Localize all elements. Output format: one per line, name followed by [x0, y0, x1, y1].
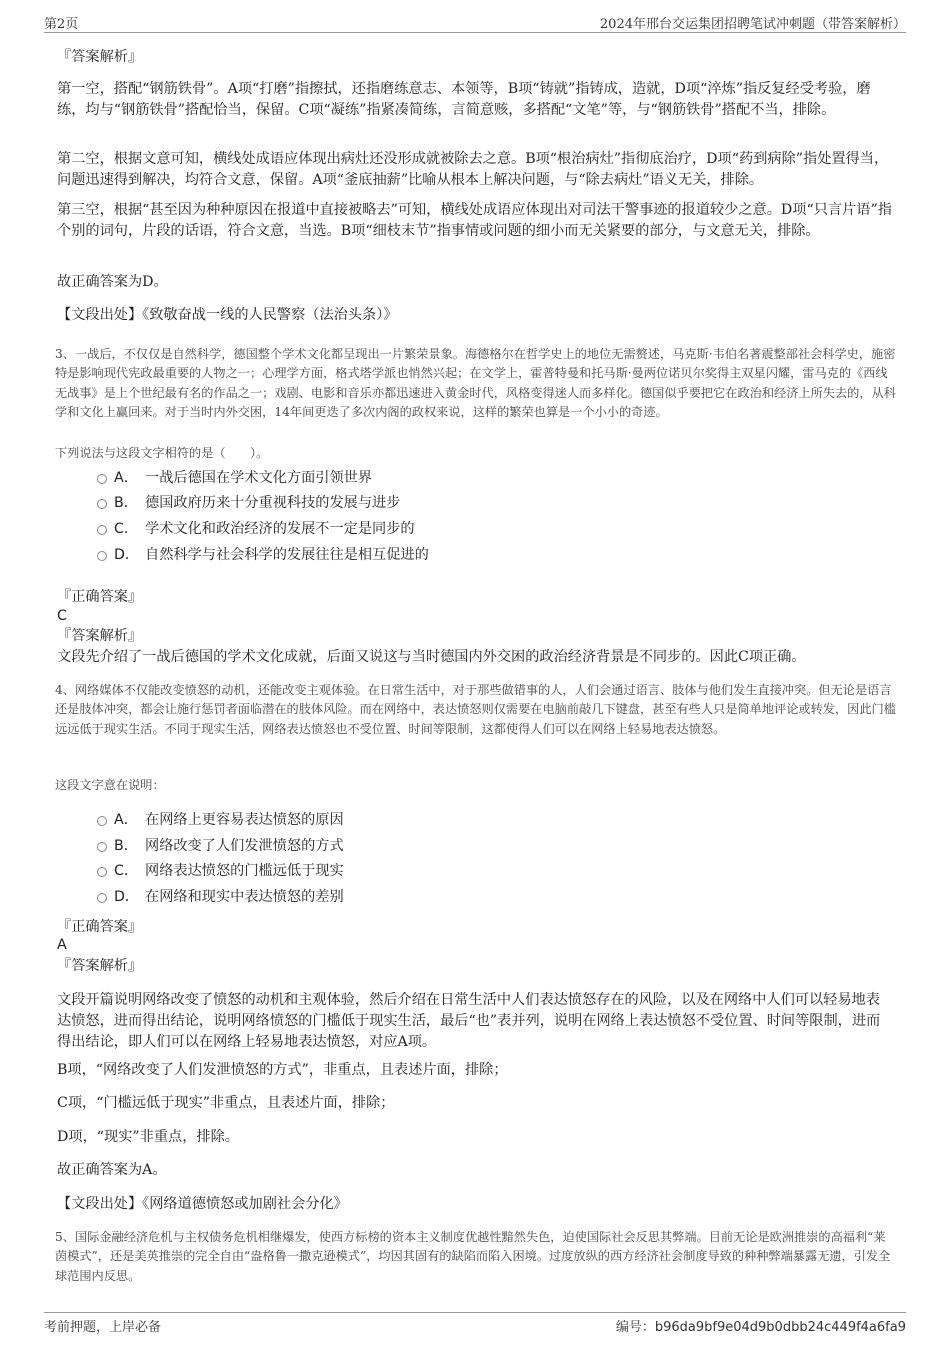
question-passage: 4、网络媒体不仅能改变愤怒的动机，还能改变主观体验。在日常生活中，对于那些做错事的人，人们会通过语言、肢体与他们发生直接冲突。但无论是语言还是肢体冲突，都会让施行惩罚者面临潜在的肢体风险。而在网络中，表达愤怒则仅需要在电脑前敲几下键盘，甚至有些人只是简单地评论或转发，因此门槛远远低于现实生活。不同于现实生活，网络表达愤怒也不受位置、时间等限制，这都使得人们可以在网络上轻易地表达愤怒。: [55, 683, 896, 736]
radio-icon[interactable]: [97, 816, 107, 826]
analysis-paragraph: C项，“门槛远低于现实”非重点，且表述片面，排除；: [57, 1095, 395, 1111]
radio-icon[interactable]: [97, 551, 107, 561]
page-number: 第2页: [44, 17, 79, 32]
option-letter: A．: [114, 812, 138, 828]
option-letter: B．: [114, 838, 138, 854]
analysis-paragraph: 文段先介绍了一战后德国的学术文化成就，后面又说这与当时德国内外交困的政治经济背景是不同步的。因此C项正确。: [57, 649, 806, 665]
option-text: 在网络上更容易表达愤怒的原因: [145, 812, 344, 828]
option-text: 一战后德国在学术文化方面引领世界: [145, 470, 373, 486]
analysis-paragraph: 第三空，根据“甚至因为种种原因在报道中直接被略去”可知，横线处成语应体现出对司法干警事迹的报道较少之意。D项“只言片语”指个别的词句，片段的话语，符合文意，当选。B项“细枝末节”指事情或问题的细小而无关紧要的部分，与文意无关，排除。: [57, 202, 892, 239]
radio-icon[interactable]: [97, 842, 107, 852]
analysis-paragraph: D项，“现实”非重点，排除。: [57, 1129, 239, 1145]
option-text: 自然科学与社会科学的发展往往是相互促进的: [145, 547, 429, 563]
conclusion: 故正确答案为D。: [57, 274, 168, 290]
page-footer: [44, 1312, 906, 1337]
question-prompt: 这段文字意在说明：: [55, 778, 165, 792]
correct-answer: C: [57, 608, 67, 624]
option-letter: B．: [114, 495, 138, 511]
radio-icon[interactable]: [97, 525, 107, 535]
source-citation: 【文段出处】《网络道德愤怒或加剧社会分化》: [57, 1196, 348, 1212]
option-letter: D．: [114, 547, 140, 563]
question-passage: 3、一战后，不仅仅是自然科学，德国整个学术文化都呈现出一片繁荣景象。海德格尔在哲学史上的地位无需赘述，马克斯·韦伯名著震整部社会科学史，施密特是影响现代宪政最重要的人物之一；心理学方面，格式塔学派也悄然兴起；在文学上，霍普特曼和托马斯·曼两位诺贝尔奖得主双星闪耀，雷马克的《西线无战事》是上个世纪最有名的作品之一；戏剧、电影和音乐亦都迅速进入黄金时代，风格变得迷人而多样化。德国似乎要把它在政治和经济上所失去的，从科学和文化上赢回来。对于当时内外交困，14年间更迭了多次内阁的政权来说，这样的繁荣也算是一个小小的奇迹。: [55, 347, 896, 420]
analysis-paragraph: 文段开篇说明网络改变了愤怒的动机和主观体验，然后介绍在日常生活中人们表达愤怒存在的风险，以及在网络中人们可以轻易地表达愤怒，进而得出结论，说明网络愤怒的门槛低于现实生活，最后“也”表并列，说明在网络上表达愤怒不受位置、时间等限制，进而得出结论，即人们可以在网络上轻易地表达愤怒，对应A项。: [57, 992, 881, 1050]
answer-label: 『正确答案』: [57, 589, 143, 605]
option-letter: A．: [114, 470, 138, 486]
analysis-label: 『答案解析』: [57, 628, 143, 644]
radio-icon[interactable]: [97, 499, 107, 509]
conclusion: 故正确答案为A。: [57, 1162, 167, 1178]
footer-slogan: 考前押题，上岸必备: [44, 1320, 162, 1335]
analysis-paragraph: 第二空，根据文意可知，横线处成语应体现出病灶还没形成就被除去之意。B项“根治病灶”指彻底治疗，D项“药到病除”指处置得当，问题迅速得到解决，均符合文意，保留。A项“釜底抽薪”比喻从根本上解决问题，与“除去病灶”语义无关，排除。: [57, 151, 889, 188]
page-header: [44, 10, 906, 33]
analysis-label: 『答案解析』: [57, 958, 143, 974]
analysis-paragraph: 第一空，搭配“钢筋铁骨”。A项“打磨”指擦拭，还指磨练意志、本领等，B项“铸就”指铸成，造就，D项“淬炼”指反复经受考验，磨练，均与“钢筋铁骨”搭配恰当，保留。C项“凝练”指紧凑简练，言简意赅，多搭配“文笔”等，与“钢筋铁骨”搭配不当，排除。: [57, 81, 871, 118]
option-letter: C．: [114, 863, 139, 879]
analysis-paragraph: B项，“网络改变了人们发泄愤怒的方式”，非重点，且表述片面，排除；: [57, 1062, 508, 1078]
option-text: 网络表达愤怒的门槛远低于现实: [145, 863, 344, 879]
document-id: 编号：b96da9bf9e04d9b0dbb24c449f4a6fa9: [615, 1320, 906, 1335]
source-citation: 【文段出处】《致敬奋战一线的人民警察（法治头条）》: [57, 307, 398, 323]
option-text: 学术文化和政治经济的发展不一定是同步的: [145, 521, 415, 537]
analysis-label: 『答案解析』: [57, 49, 143, 65]
correct-answer: A: [57, 937, 67, 953]
option-text: 在网络和现实中表达愤怒的差别: [145, 889, 344, 905]
radio-icon[interactable]: [97, 867, 107, 877]
option-letter: D．: [114, 889, 140, 905]
radio-icon[interactable]: [97, 474, 107, 484]
option-letter: C．: [114, 521, 139, 537]
option-text: 网络改变了人们发泄愤怒的方式: [145, 838, 344, 854]
question-prompt: 下列说法与这段文字相符的是（ ）。: [55, 446, 269, 460]
option-text: 德国政府历来十分重视科技的发展与进步: [145, 495, 401, 511]
question-passage: 5、国际金融经济危机与主权债务危机相继爆发，使西方标榜的资本主义制度优越性黯然失色，迫使国际社会反思其弊端。目前无论是欧洲推崇的高福利“莱茵模式”，还是美英推崇的完全自由“盎格鲁一撒克逊模式”，均因其固有的缺陷而陷入困境。过度放纵的西方经济社会制度导致的种种弊端暴露无遗，引发全球范围内反思。: [55, 1230, 891, 1283]
document-title: 2024年邢台交运集团招聘笔试冲刺题（带答案解析）: [599, 17, 906, 32]
answer-label: 『正确答案』: [57, 919, 143, 935]
radio-icon[interactable]: [97, 893, 107, 903]
